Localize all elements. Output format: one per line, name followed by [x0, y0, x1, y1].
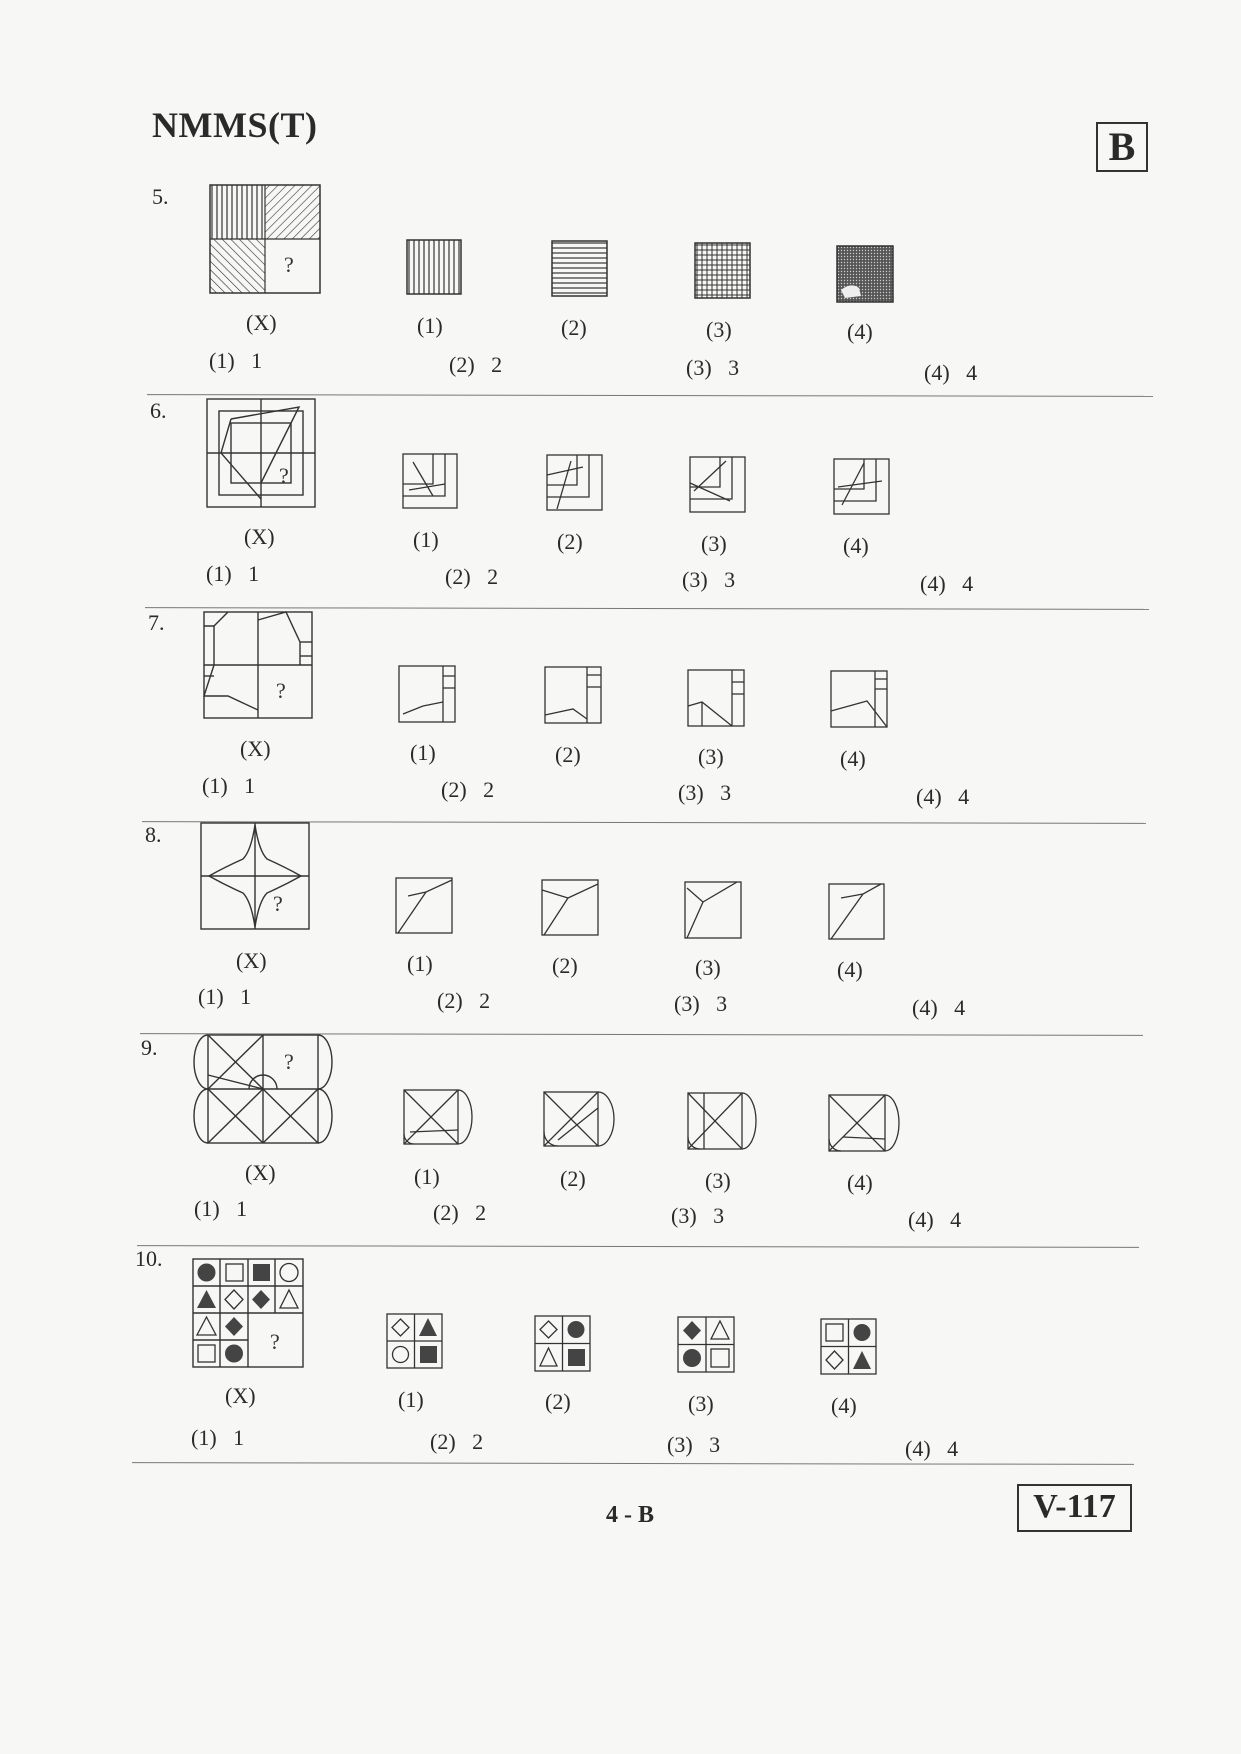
- question-number: 6.: [150, 398, 167, 423]
- paper-code-box: V-117: [1017, 1484, 1132, 1532]
- choice-label-1: (1): [407, 951, 433, 976]
- answer-option-3[interactable]: (3) 3: [671, 1203, 725, 1228]
- problem-figure: [210, 185, 320, 293]
- choice-figure-2: [552, 241, 607, 296]
- choice-label-2: (2): [561, 315, 587, 340]
- separator-line: [147, 394, 1153, 397]
- choice-label-2: (2): [545, 1389, 571, 1414]
- choice-label-4: (4): [843, 533, 869, 558]
- answer-option-1[interactable]: (1) 1: [191, 1425, 245, 1450]
- choice-figure-2: [535, 1316, 590, 1371]
- question-number: 9.: [141, 1035, 158, 1060]
- choice-figure-2: [547, 455, 602, 510]
- missing-mark: ?: [276, 678, 286, 703]
- answer-option-3[interactable]: (3) 3: [678, 780, 732, 805]
- answer-option-3[interactable]: (3) 3: [667, 1432, 721, 1457]
- question-number: 7.: [148, 610, 165, 635]
- answer-option-1[interactable]: (1) 1: [206, 561, 260, 586]
- problem-figure: [193, 1259, 303, 1367]
- answer-option-1[interactable]: (1) 1: [198, 984, 252, 1009]
- choice-label-1: (1): [398, 1387, 424, 1412]
- missing-mark: ?: [270, 1329, 280, 1354]
- choice-figure-1: [407, 240, 461, 294]
- choice-label-1: (1): [413, 527, 439, 552]
- page-number: 4 - B: [606, 1502, 654, 1528]
- problem-figure: [194, 1035, 332, 1143]
- answer-option-1[interactable]: (1) 1: [194, 1196, 248, 1221]
- answer-option-1[interactable]: (1) 1: [209, 348, 263, 373]
- choice-figure-4: [829, 1095, 901, 1151]
- choice-figure-1: [403, 454, 457, 508]
- missing-mark: ?: [279, 463, 289, 488]
- problem-label: (X): [240, 736, 271, 761]
- problem-label: (X): [244, 524, 275, 549]
- choice-label-4: (4): [831, 1393, 857, 1418]
- problem-figure: [207, 399, 315, 507]
- answer-option-2[interactable]: (2) 2: [449, 352, 503, 377]
- answer-option-2[interactable]: (2) 2: [437, 988, 491, 1013]
- choice-figure-4: [829, 884, 884, 939]
- choice-label-1: (1): [414, 1164, 440, 1189]
- choice-label-3: (3): [706, 317, 732, 342]
- choice-label-2: (2): [552, 953, 578, 978]
- choice-label-3: (3): [705, 1168, 731, 1193]
- answer-option-4[interactable]: (4) 4: [905, 1436, 959, 1461]
- problem-label: (X): [225, 1383, 256, 1408]
- choice-label-1: (1): [410, 740, 436, 765]
- question-number: 5.: [152, 184, 169, 209]
- choice-figure-3: [695, 243, 750, 298]
- choice-figure-3: [690, 457, 745, 512]
- choice-label-3: (3): [695, 955, 721, 980]
- answer-option-2[interactable]: (2) 2: [445, 564, 499, 589]
- answer-option-4[interactable]: (4) 4: [916, 784, 970, 809]
- choice-figure-3: [678, 1317, 734, 1372]
- choice-figure-3: [688, 670, 744, 726]
- choice-figure-2: [545, 667, 601, 723]
- answer-option-2[interactable]: (2) 2: [430, 1429, 484, 1454]
- choice-figure-2: [544, 1092, 618, 1146]
- answer-option-4[interactable]: (4) 4: [912, 995, 966, 1020]
- answer-option-3[interactable]: (3) 3: [674, 991, 728, 1016]
- choice-figure-4: [834, 459, 889, 514]
- problem-label: (X): [236, 948, 267, 973]
- problem-label: (X): [245, 1160, 276, 1185]
- choice-figure-4: [831, 671, 887, 727]
- problem-label: (X): [246, 310, 277, 335]
- page-title: NMMS(T): [152, 105, 318, 145]
- answer-option-2[interactable]: (2) 2: [433, 1200, 487, 1225]
- question-number: 10.: [135, 1246, 163, 1271]
- choice-figure-1: [399, 666, 455, 722]
- answer-option-4[interactable]: (4) 4: [924, 360, 978, 385]
- problem-figure: [204, 612, 312, 718]
- choice-figure-3: [688, 1093, 758, 1149]
- choice-label-3: (3): [701, 531, 727, 556]
- choice-figure-3: [685, 882, 741, 938]
- question-number: 8.: [145, 822, 162, 847]
- choice-label-2: (2): [560, 1166, 586, 1191]
- set-code-box: B: [1096, 122, 1148, 172]
- answer-option-1[interactable]: (1) 1: [202, 773, 256, 798]
- choice-figure-4: [837, 246, 893, 302]
- choice-figure-2: [542, 880, 598, 935]
- choice-figure-1: [404, 1090, 476, 1144]
- choice-label-2: (2): [557, 529, 583, 554]
- choice-figure-4: [821, 1319, 876, 1374]
- choice-figure-1: [396, 878, 452, 933]
- missing-mark: ?: [284, 252, 294, 277]
- missing-mark: ?: [284, 1049, 294, 1074]
- answer-option-3[interactable]: (3) 3: [682, 567, 736, 592]
- choice-label-1: (1): [417, 313, 443, 338]
- answer-option-2[interactable]: (2) 2: [441, 777, 495, 802]
- choice-figure-1: [387, 1314, 442, 1368]
- separator-line: [145, 607, 1149, 610]
- missing-mark: ?: [273, 891, 283, 916]
- problem-figure: [201, 823, 309, 929]
- answer-option-4[interactable]: (4) 4: [920, 571, 974, 596]
- answer-option-3[interactable]: (3) 3: [686, 355, 740, 380]
- choice-label-2: (2): [555, 742, 581, 767]
- choice-label-3: (3): [698, 744, 724, 769]
- choice-label-4: (4): [837, 957, 863, 982]
- answer-option-4[interactable]: (4) 4: [908, 1207, 962, 1232]
- choice-label-4: (4): [847, 1170, 873, 1195]
- choice-label-4: (4): [847, 319, 873, 344]
- separator-line: [132, 1462, 1134, 1465]
- choice-label-4: (4): [840, 746, 866, 771]
- separator-line: [137, 1245, 1139, 1248]
- choice-label-3: (3): [688, 1391, 714, 1416]
